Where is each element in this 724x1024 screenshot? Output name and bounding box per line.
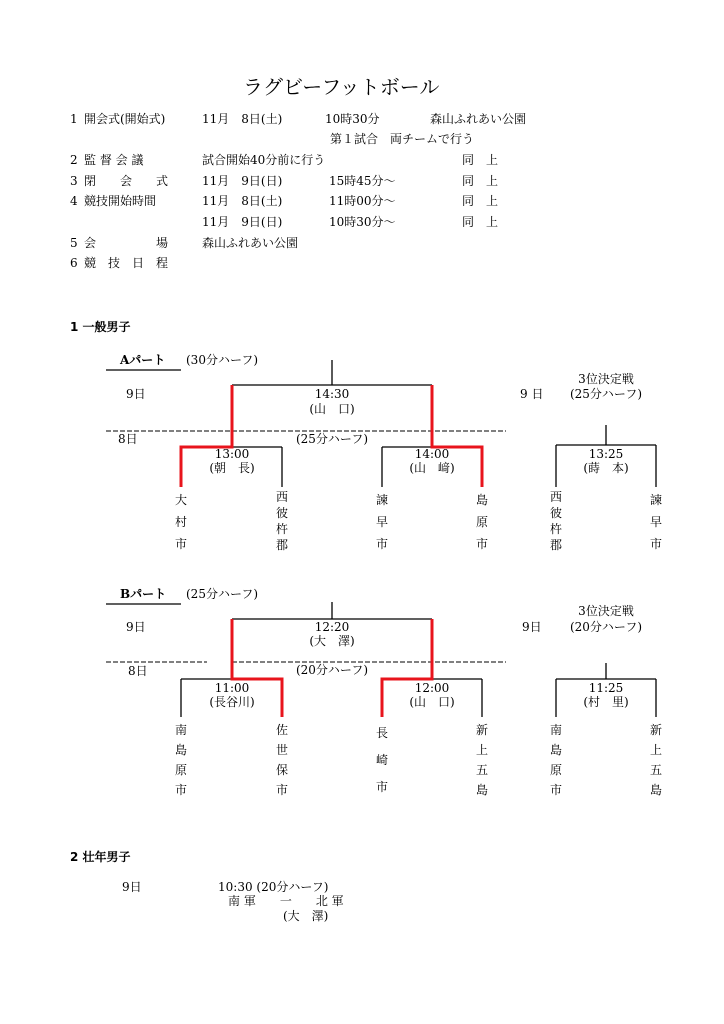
day-label: 9日 [126, 387, 146, 401]
schedule-place: 同 上 [462, 174, 499, 188]
match-time: 14:30 [314, 387, 350, 401]
day-label: 9日 [122, 880, 142, 894]
half-label: (20分ハーフ) [569, 620, 643, 634]
match-time: 12:00 [414, 681, 450, 695]
match-time: 13:00 [214, 447, 250, 461]
team-name: 佐世保市 [275, 723, 288, 797]
schedule-num: 5 [70, 236, 78, 250]
match-referee: (山 口) [409, 695, 455, 709]
third-place-label: 3位決定戦 [578, 604, 634, 618]
day-label: 9日 [522, 620, 542, 634]
schedule-date: 森山ふれあい公園 [202, 236, 299, 250]
team-name: 南島原市 [174, 723, 187, 797]
match-referee: (大 澤) [283, 909, 329, 923]
part-name: Aパート [120, 353, 166, 367]
match-time: 12:20 [314, 620, 350, 634]
match-teams: 南 軍 一 北 軍 [228, 894, 344, 908]
schedule-label: 競技開始時間 [84, 194, 157, 208]
match-time: 14:00 [414, 447, 450, 461]
part-name: Bパート [120, 587, 167, 601]
team-name: 新上五島 [475, 723, 488, 797]
match-referee: (蒔 本) [583, 461, 629, 475]
match-referee: (山 口) [309, 402, 355, 416]
day-label: 8日 [118, 432, 138, 446]
schedule-time: 15時45分～ [329, 174, 396, 188]
team-name: 南島原市 [549, 723, 562, 797]
third-place-label: 3位決定戦 [578, 372, 634, 386]
team-name: 島原市 [475, 493, 488, 551]
team-name: 西彼杵郡 [275, 490, 288, 552]
half-label: (20分ハーフ) [295, 663, 369, 677]
match-referee: (大 澤) [309, 634, 355, 648]
schedule-time: 10時30分～ [329, 215, 396, 229]
schedule-place: 森山ふれあい公園 [430, 112, 527, 126]
schedule-label: 開会式(開始式) [84, 112, 166, 126]
match-time: 10:30 (20分ハーフ) [218, 880, 329, 894]
schedule-label: 閉 会 式 [84, 174, 169, 188]
schedule-num: 3 [70, 174, 78, 188]
schedule-time: 10時30分 [325, 112, 380, 126]
schedule-date: 11月 9日(日) [202, 215, 283, 229]
schedule-date: 11月 9日(日) [202, 174, 283, 188]
schedule-num: 1 [70, 112, 78, 126]
schedule-label: 競 技 日 程 [84, 256, 169, 270]
match-referee: (朝 長) [209, 461, 255, 475]
schedule-date: 11月 8日(土) [202, 112, 283, 126]
team-name: 諫早市 [649, 493, 662, 551]
day-label: 9日 [126, 620, 146, 634]
match-referee: (村 里) [583, 695, 629, 709]
team-name: 大村市 [174, 493, 187, 551]
schedule-num: 6 [70, 256, 78, 270]
team-name: 諫早市 [375, 493, 388, 551]
team-name: 長崎市 [375, 726, 388, 794]
schedule-date: 試合開始40分前に行う [202, 153, 326, 167]
schedule-time: 11時00分～ [329, 194, 396, 208]
match-referee: (山 﨑) [409, 461, 455, 475]
section-heading: 1 一般男子 [70, 320, 131, 334]
match-time: 11:25 [588, 681, 624, 695]
match-referee: (長谷川) [209, 695, 255, 709]
schedule-place: 同 上 [462, 215, 499, 229]
day-label: 8日 [128, 664, 148, 678]
schedule-num: 2 [70, 153, 78, 167]
team-name: 新上五島 [649, 723, 662, 797]
match-time: 13:25 [588, 447, 624, 461]
schedule-label: 監 督 会 議 [84, 153, 144, 167]
page-title: ラグビーフットボール [243, 75, 440, 99]
day-label: 9 日 [520, 387, 544, 401]
schedule-note: 第１試合 両チームで行う [330, 132, 475, 146]
match-time: 11:00 [214, 681, 250, 695]
half-label: (25分ハーフ) [295, 432, 369, 446]
schedule-num: 4 [70, 194, 78, 208]
part-half: (30分ハーフ) [186, 353, 259, 367]
half-label: (25分ハーフ) [569, 387, 643, 401]
schedule-place: 同 上 [462, 153, 499, 167]
schedule-label: 会 場 [84, 236, 169, 250]
section-heading: 2 壮年男子 [70, 850, 131, 864]
schedule-place: 同 上 [462, 194, 499, 208]
schedule-date: 11月 8日(土) [202, 194, 283, 208]
team-name: 西彼杵郡 [549, 490, 562, 552]
part-half: (25分ハーフ) [186, 587, 259, 601]
